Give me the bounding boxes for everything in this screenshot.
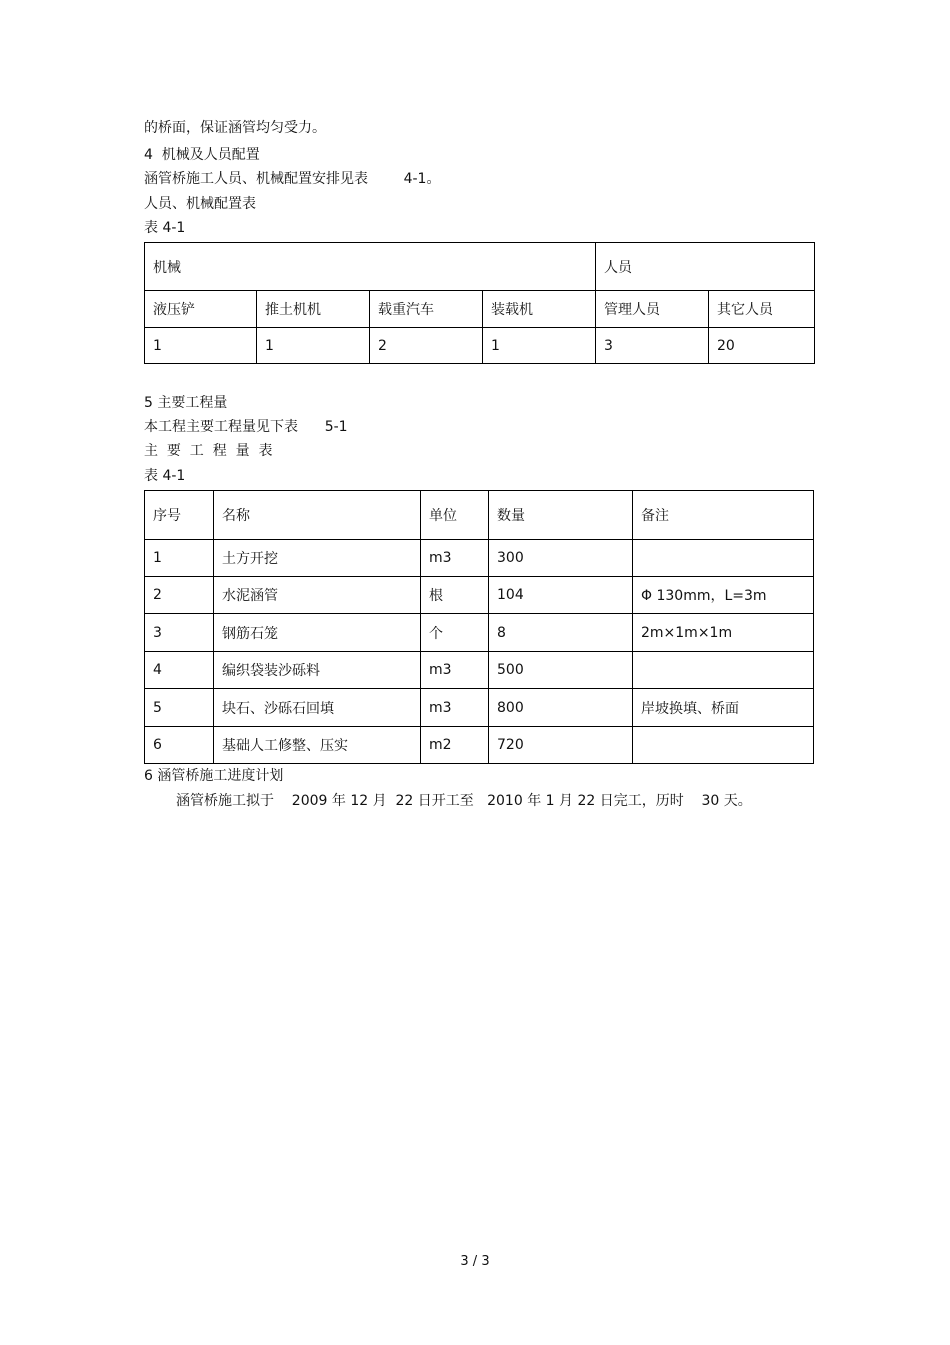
main-quantities-table bbox=[144, 490, 814, 764]
table-cell: 钢筋石笼 bbox=[214, 614, 421, 652]
text-line: 涵管桥施工人员、机械配置安排见表 4-1。 bbox=[144, 171, 441, 187]
table-cell: 水泥涵管 bbox=[214, 577, 421, 614]
table-title: 主 要 工 程 量 表 bbox=[144, 443, 273, 459]
table-cell: m2 bbox=[421, 727, 489, 764]
table-cell bbox=[633, 652, 814, 689]
table-cell: 6 bbox=[145, 727, 214, 764]
table-cell: 3 bbox=[596, 328, 709, 364]
table-header-cell: 推土机机 bbox=[257, 291, 370, 328]
table-row bbox=[145, 577, 814, 614]
table-cell bbox=[633, 727, 814, 764]
table-header-cell: 单位 bbox=[421, 491, 489, 540]
table-cell bbox=[633, 540, 814, 577]
text-line: 的桥面，保证涵管均匀受力。 bbox=[144, 120, 326, 136]
table-cell: 根 bbox=[421, 577, 489, 614]
table-caption: 表 4-1 bbox=[144, 468, 186, 484]
table-header-cell: 管理人员 bbox=[596, 291, 709, 328]
table-cell: 104 bbox=[489, 577, 633, 614]
group-header-personnel: 人员 bbox=[596, 243, 815, 291]
section-heading-4: 4 机械及人员配置 bbox=[144, 147, 260, 163]
table-title: 人员、机械配置表 bbox=[144, 196, 256, 212]
table-cell: 基础人工修整、压实 bbox=[214, 727, 421, 764]
table-cell: 块石、沙砾石回填 bbox=[214, 689, 421, 727]
page-number: 3 / 3 bbox=[460, 1254, 490, 1269]
table-cell: 1 bbox=[145, 540, 214, 577]
table-cell: 2 bbox=[145, 577, 214, 614]
machinery-personnel-table bbox=[144, 242, 815, 364]
table-header-row bbox=[145, 491, 814, 540]
table-header-cell: 备注 bbox=[633, 491, 814, 540]
table-row bbox=[145, 727, 814, 764]
table-header-cell: 序号 bbox=[145, 491, 214, 540]
table-header-cell: 液压铲 bbox=[145, 291, 257, 328]
table-cell: 1 bbox=[483, 328, 596, 364]
table-cell: 4 bbox=[145, 652, 214, 689]
table-cell: m3 bbox=[421, 540, 489, 577]
table-caption: 表 4-1 bbox=[144, 220, 186, 236]
table-cell: 800 bbox=[489, 689, 633, 727]
table-cell: 1 bbox=[145, 328, 257, 364]
table-cell: 2 bbox=[370, 328, 483, 364]
table-cell: 5 bbox=[145, 689, 214, 727]
table-cell: 1 bbox=[257, 328, 370, 364]
table-cell: 500 bbox=[489, 652, 633, 689]
table-header-cell: 名称 bbox=[214, 491, 421, 540]
section-heading-6: 6 涵管桥施工进度计划 bbox=[144, 768, 284, 784]
table-row bbox=[145, 652, 814, 689]
table-row bbox=[145, 540, 814, 577]
table-cell: m3 bbox=[421, 689, 489, 727]
table-cell: 300 bbox=[489, 540, 633, 577]
table-cell: 8 bbox=[489, 614, 633, 652]
section-heading-5: 5 主要工程量 bbox=[144, 395, 228, 411]
table-row bbox=[145, 689, 814, 727]
table-cell: 20 bbox=[709, 328, 815, 364]
text-line: 本工程主要工程量见下表 5-1 bbox=[144, 419, 348, 435]
table-cell: m3 bbox=[421, 652, 489, 689]
text-line: 涵管桥施工拟于 2009 年 12 月 22 日开工至 2010 年 1 月 22 日完工，历时 30 天。 bbox=[176, 793, 752, 809]
table-cell: 编织袋装沙砾料 bbox=[214, 652, 421, 689]
table-cell: 3 bbox=[145, 614, 214, 652]
table-cell: Φ 130mm，L=3m bbox=[633, 577, 814, 614]
table-header-cell: 载重汽车 bbox=[370, 291, 483, 328]
group-header-machinery: 机械 bbox=[145, 243, 596, 291]
table-header-cell: 其它人员 bbox=[709, 291, 815, 328]
table-header-cell: 装载机 bbox=[483, 291, 596, 328]
table-cell: 个 bbox=[421, 614, 489, 652]
table-cell: 土方开挖 bbox=[214, 540, 421, 577]
table-row bbox=[145, 614, 814, 652]
table-cell: 2m×1m×1m bbox=[633, 614, 814, 652]
table-header-cell: 数量 bbox=[489, 491, 633, 540]
table-cell: 岸坡换填、桥面 bbox=[633, 689, 814, 727]
table-cell: 720 bbox=[489, 727, 633, 764]
